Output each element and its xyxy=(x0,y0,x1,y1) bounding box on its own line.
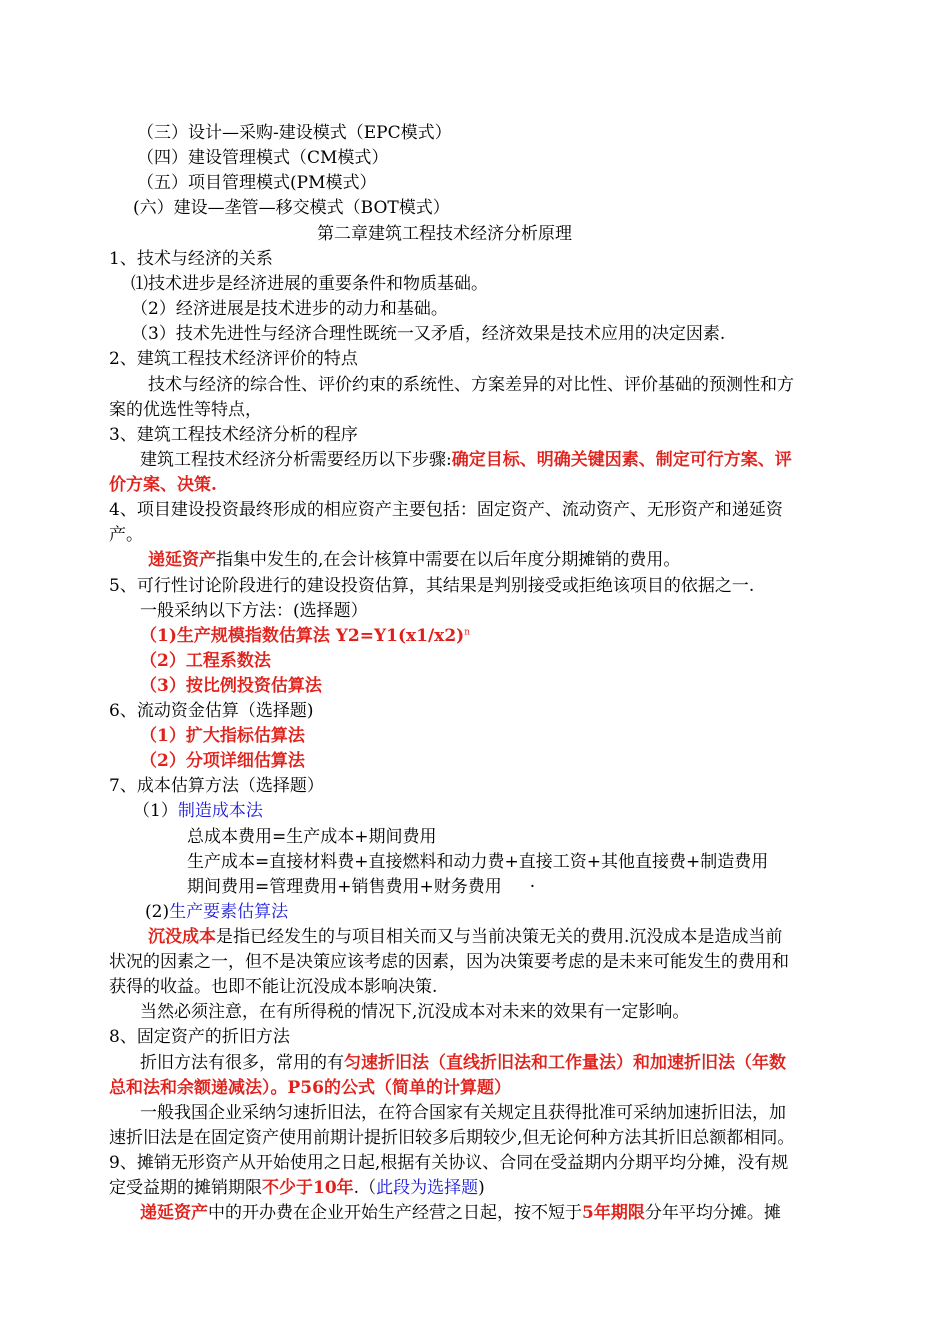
paragraph-line: 建筑工程技术经济分析需要经历以下步骤:确定目标、明确关键因素、制定可行方案、评 xyxy=(140,450,792,470)
paragraph-line: （2）工程系数法 xyxy=(140,651,271,671)
paragraph-line: （2）经济进展是技术进步的动力和基础。 xyxy=(131,299,448,319)
paragraph-line: （3）技术先进性与经济合理性既统一又矛盾，经济效果是技术应用的决定因素. xyxy=(131,324,726,344)
section-heading-1: 1、技术与经济的关系 xyxy=(109,249,273,269)
paragraph-line: （3）按比例投资估算法 xyxy=(140,676,322,696)
paragraph-line: 沉没成本是指已经发生的与项目相关而又与当前决策无关的费用.沉没成本是造成当前 xyxy=(148,927,783,947)
paragraph-line: 技术与经济的综合性、评价约束的系统性、方案差异的对比性、评价基础的预测性和方 xyxy=(148,375,794,395)
formula-line: 总成本费用=生产成本+期间费用 xyxy=(187,827,437,847)
paragraph-line: （1）扩大指标估算法 xyxy=(140,726,305,746)
list-item-pm: （五）项目管理模式(PM模式） xyxy=(137,173,377,193)
list-item-cm: （四）建设管理模式（CM模式） xyxy=(137,148,389,168)
paragraph-line: 一般我国企业采纳匀速折旧法，在符合国家有关规定且获得批准可采纳加速折旧法，加 xyxy=(140,1103,786,1123)
paragraph-line: 折旧方法有很多，常用的有匀速折旧法（直线折旧法和工作量法）和加速折旧法（年数 xyxy=(140,1053,786,1073)
paragraph-line: 递延资产中的开办费在企业开始生产经营之日起，按不短于5年期限分年平均分摊。摊 xyxy=(140,1203,781,1223)
chapter-title: 第二章建筑工程技术经济分析原理 xyxy=(317,224,572,244)
section-heading-8: 8、固定资产的折旧方法 xyxy=(109,1027,290,1047)
paragraph-line: 总和法和余额递减法）。P56的公式（简单的计算题） xyxy=(109,1078,511,1098)
paragraph-line: (2)生产要素估算法 xyxy=(145,902,289,922)
formula-line: 期间费用=管理费用+销售费用+财务费用 · xyxy=(187,877,536,897)
paragraph-line: 产。 xyxy=(109,525,143,545)
paragraph-line: 定受益期的摊销期限不少于10年.（此段为选择题) xyxy=(109,1178,485,1198)
section-heading-9: 9、摊销无形资产从开始使用之日起,根据有关协议、合同在受益期内分期平均分摊，没有规 xyxy=(109,1153,789,1173)
section-heading-6: 6、流动资金估算（选择题) xyxy=(109,701,314,721)
section-heading-7: 7、成本估算方法（选择题） xyxy=(109,776,324,796)
paragraph-line: 状况的因素之一，但不是决策应该考虑的因素，因为决策要考虑的是未来可能发生的费用和 xyxy=(109,952,789,972)
section-heading-3: 3、建筑工程技术经济分析的程序 xyxy=(109,425,358,445)
paragraph-line: 获得的收益。也即不能让沉没成本影响决策. xyxy=(109,977,438,997)
paragraph-line: 一般采纳以下方法：(选择题） xyxy=(140,601,368,621)
paragraph-line: ⑴技术进步是经济进展的重要条件和物质基础。 xyxy=(131,274,488,294)
list-item-epc: （三）设计—采购-建设模式（EPC模式） xyxy=(137,123,452,143)
paragraph-line: 递延资产指集中发生的,在会计核算中需要在以后年度分期摊销的费用。 xyxy=(148,550,681,570)
list-item-bot: (六）建设—垄管—移交模式（BOT模式） xyxy=(133,198,450,218)
section-heading-2: 2、建筑工程技术经济评价的特点 xyxy=(109,349,358,369)
section-heading-5: 5、可行性讨论阶段进行的建设投资估算，其结果是判别接受或拒绝该项目的依据之一. xyxy=(109,576,755,596)
formula-line: 生产成本=直接材料费+直接燃料和动力费+直接工资+其他直接费+制造费用 xyxy=(187,852,769,872)
section-heading-4: 4、项目建设投资最终形成的相应资产主要包括：固定资产、流动资产、无形资产和递延资 xyxy=(109,500,783,520)
paragraph-line: （1）制造成本法 xyxy=(133,801,263,821)
paragraph-line: （2）分项详细估算法 xyxy=(140,751,305,771)
paragraph-line: 价方案、决策. xyxy=(109,475,217,495)
paragraph-line: 速折旧法是在固定资产使用前期计提折旧较多后期较少,但无论何种方法其折旧总额都相同。 xyxy=(109,1128,795,1148)
paragraph-line: 当然必须注意，在有所得税的情况下,沉没成本对未来的效果有一定影响。 xyxy=(140,1002,690,1022)
paragraph-line: 案的优选性等特点， xyxy=(109,400,262,420)
paragraph-line: （1)生产规模指数估算法 $Y2=Y1(x1/x2)^n$ xyxy=(140,626,470,646)
